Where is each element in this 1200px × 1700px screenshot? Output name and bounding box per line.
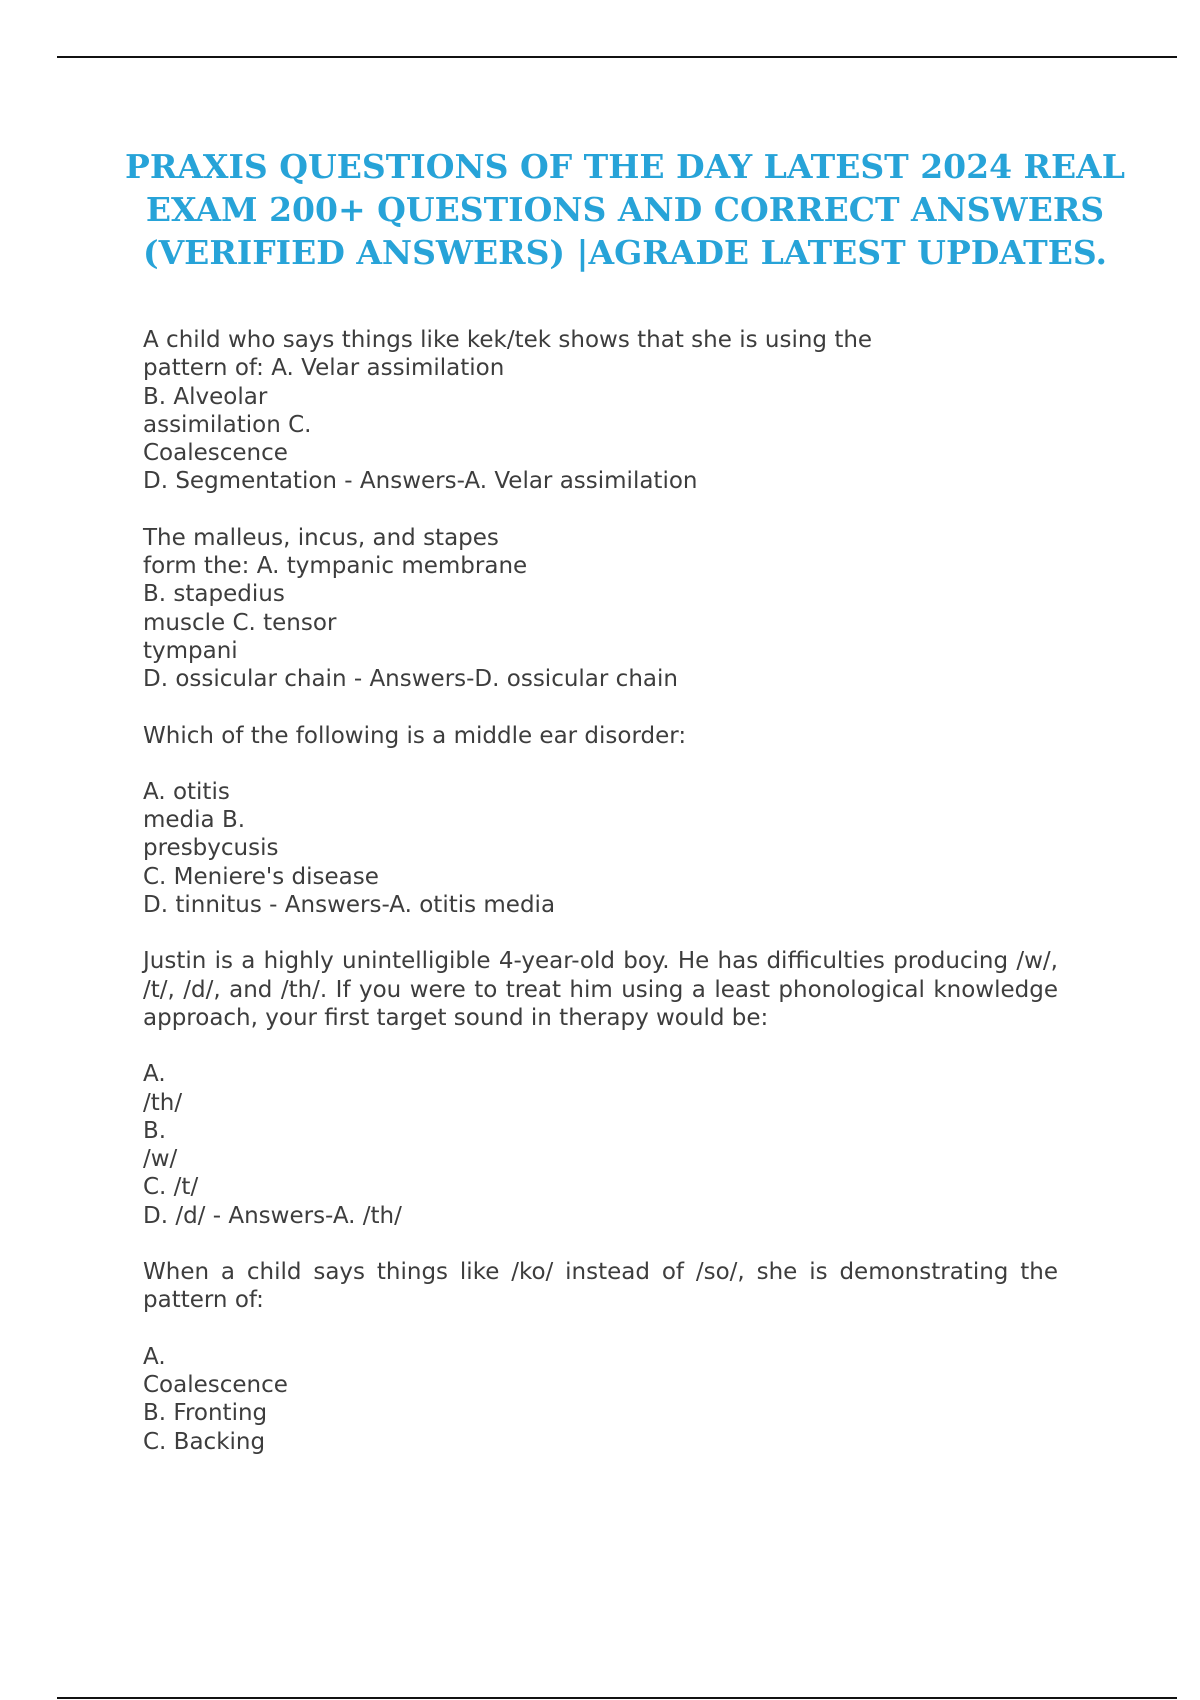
option-line: Coalescence (143, 1371, 288, 1398)
option-line: Coalescence (143, 440, 288, 467)
option-line: muscle C. tensor (143, 609, 337, 636)
document-body (143, 326, 1058, 1456)
top-rule (57, 56, 1177, 58)
question-block (143, 1258, 1058, 1456)
answer-line: D. tinnitus - Answers-A. otitis media (143, 892, 556, 919)
question-line: pattern of: A. Velar assimilation (143, 355, 505, 382)
answer-line: D. ossicular chain - Answers-D. ossicular chain (143, 666, 678, 693)
question-block (143, 722, 1058, 920)
question-block (143, 326, 1058, 496)
question-stem: Justin is a highly unintelligible 4-year-old boy. He has difficulties producing /w/, /t/, /d/, and /th/. If you were to treat him using a least phonological knowledge approach, your first target sound in therapy would be: (143, 948, 1058, 1031)
bottom-rule (57, 1697, 1177, 1699)
question-block (143, 947, 1058, 1230)
document-title: PRAXIS QUESTIONS OF THE DAY LATEST 2024 REAL EXAM 200+ QUESTIONS AND CORRECT ANSWERS (VERIFIED ANSWERS) |AGRADE LATEST UPDATES. (125, 147, 1125, 272)
option-line: B. Fronting (143, 1400, 268, 1427)
option-line: presbycusis (143, 835, 279, 862)
option-line: /th/ (143, 1089, 183, 1116)
question-line: A child who says things like kek/tek shows that she is using the (143, 327, 873, 353)
option-line: media B. (143, 807, 246, 834)
question-block (143, 524, 1058, 694)
answer-line: D. Segmentation - Answers-A. Velar assimilation (143, 468, 698, 495)
question-stem: Which of the following is a middle ear disorder: (143, 722, 687, 749)
option-line: tympani (143, 637, 238, 664)
question-line: The malleus, incus, and stapes (143, 524, 499, 551)
answer-line: D. /d/ - Answers-A. /th/ (143, 1202, 402, 1229)
option-line: A. (143, 1343, 166, 1370)
option-line: B. Alveolar (143, 383, 268, 410)
option-line: A. otitis (143, 778, 230, 805)
option-line: /w/ (143, 1146, 178, 1173)
option-line: C. /t/ (143, 1174, 199, 1201)
question-line: form the: A. tympanic membrane (143, 553, 528, 580)
option-line: A. (143, 1061, 166, 1088)
option-line: B. (143, 1117, 167, 1144)
question-stem: When a child says things like /ko/ instead of /so/, she is demonstrating the pattern of: (143, 1259, 1058, 1314)
option-line: C. Meniere's disease (143, 863, 379, 890)
option-line: B. stapedius (143, 581, 285, 608)
option-line: C. Backing (143, 1428, 266, 1455)
option-line: assimilation C. (143, 411, 312, 438)
